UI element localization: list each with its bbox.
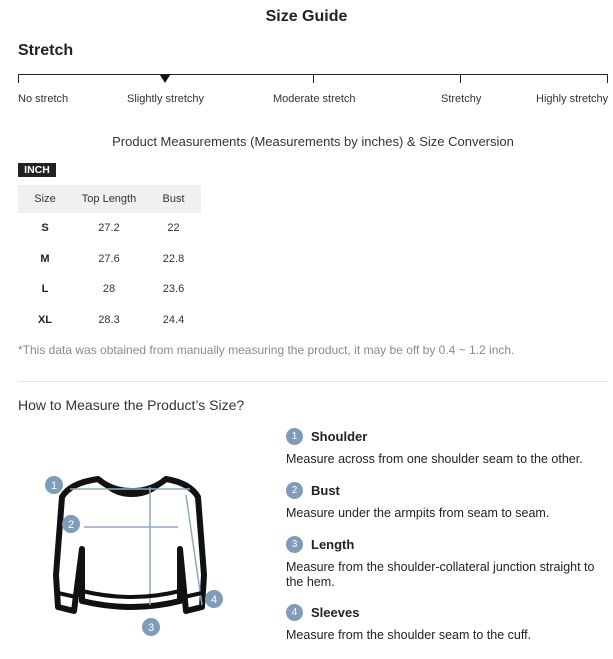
how-to-measure-title: How to Measure the Product’s Size?: [18, 397, 245, 413]
column-header-top-length: Top Length: [72, 185, 146, 213]
step-name: Sleeves: [311, 604, 360, 620]
bust-cell: 24.4: [162, 313, 185, 326]
stretch-tick: [313, 74, 314, 83]
step-description: Measure from the shoulder seam to the cuff.: [286, 628, 532, 642]
step-description: Measure across from one shoulder seam to the other.: [286, 452, 583, 466]
step-description: Measure from the shoulder-collateral junction straight to the hem.: [286, 560, 595, 589]
measurements-subtitle: Product Measurements (Measurements by inches) & Size Conversion: [112, 134, 514, 149]
step-name: Shoulder: [311, 428, 368, 444]
divider: [18, 381, 608, 382]
stretch-tick: [460, 74, 461, 83]
measure-step-bust: [286, 481, 606, 521]
stretch-label-stretchy: Stretchy: [441, 93, 482, 105]
step-number-badge: 4: [286, 604, 303, 621]
stretch-title: Stretch: [18, 42, 74, 59]
svg-text:4: 4: [210, 594, 218, 606]
stretch-label-high: Highly stretchy: [536, 93, 609, 105]
diagram-marker: [142, 618, 160, 636]
step-number-badge: 3: [286, 536, 303, 553]
stretch-tick: [18, 74, 19, 83]
table-header-row: [18, 185, 201, 213]
table-row: [18, 274, 201, 305]
measure-step-sleeves: [286, 603, 606, 643]
top-length-cell: 27.2: [98, 222, 120, 235]
table-row: [18, 244, 201, 275]
sweater-diagram-icon: [40, 465, 230, 645]
diagram-marker: [62, 515, 80, 533]
step-name: Bust: [311, 482, 340, 498]
stretch-label-none: No stretch: [18, 93, 69, 105]
diagram-marker: [205, 590, 223, 608]
page-title: Size Guide: [265, 8, 348, 25]
size-cell: L: [41, 283, 49, 296]
svg-text:1: 1: [50, 480, 58, 492]
unit-badge[interactable]: INCH: [18, 163, 56, 177]
top-length-cell: 28.3: [98, 313, 120, 326]
top-length-cell: 27.6: [98, 252, 120, 265]
top-length-cell: 28: [102, 283, 116, 296]
step-number-badge: 1: [286, 428, 303, 445]
stretch-label-moderate: Moderate stretch: [273, 93, 356, 105]
size-table: [18, 185, 201, 335]
table-row: [18, 213, 201, 244]
size-cell: M: [40, 252, 50, 265]
measure-step-length: [286, 535, 606, 590]
svg-text:2: 2: [67, 519, 75, 531]
column-header-size: Size: [18, 185, 72, 213]
size-cell: S: [41, 222, 49, 235]
stretch-marker-icon: [160, 75, 170, 83]
bust-cell: 23.6: [162, 283, 185, 296]
diagram-marker: [45, 476, 63, 494]
size-cell: XL: [37, 313, 53, 326]
measure-step-shoulder: [286, 427, 606, 467]
table-row: [18, 305, 201, 336]
stretch-label-slight: Slightly stretchy: [127, 93, 205, 105]
step-description: Measure under the armpits from seam to seam.: [286, 506, 550, 520]
bust-cell: 22: [167, 222, 180, 235]
stretch-scale: [18, 74, 608, 86]
svg-text:3: 3: [147, 622, 155, 634]
bust-cell: 22.8: [162, 252, 185, 265]
column-header-bust: Bust: [146, 185, 201, 213]
stretch-tick: [607, 74, 608, 83]
measurement-note: *This data was obtained from manually measuring the product, it may be off by 0.4 ~ 1.2 inch.: [18, 343, 515, 357]
step-number-badge: 2: [286, 482, 303, 499]
step-name: Length: [311, 536, 355, 552]
